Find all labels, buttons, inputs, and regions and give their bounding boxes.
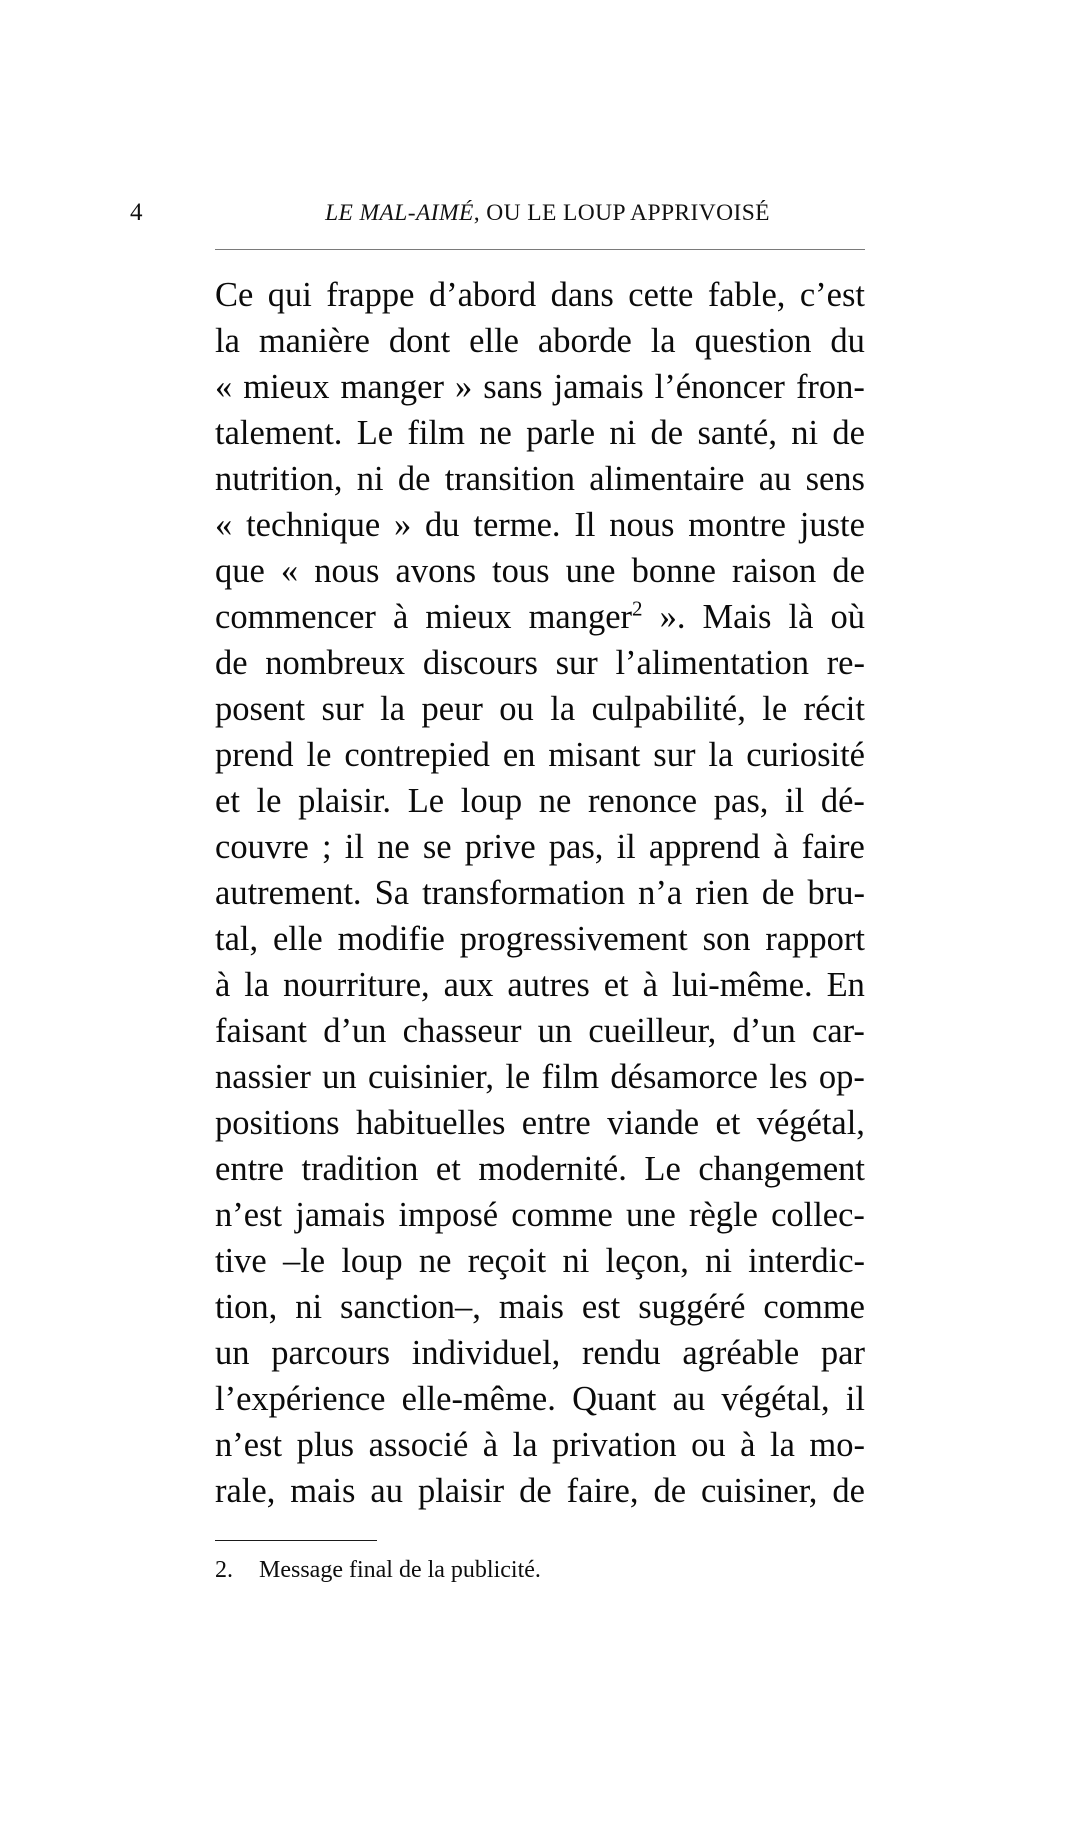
body-word: ni [609,414,637,452]
body-word: le [256,782,282,820]
body-word: un [215,1334,250,1372]
body-word: la [650,322,676,360]
body-word: nous [609,506,675,544]
body-word: loup [341,1242,403,1280]
body-word: l’alimentation [615,644,809,682]
body-word: modernité. [478,1150,627,1188]
body-word: récit [803,690,865,728]
body-line [215,1100,865,1146]
body-word: cuisiner, [700,1472,818,1510]
body-word: qui [267,276,312,314]
body-word: sur [555,644,598,682]
body-word: nassier [215,1058,311,1096]
body-word: progressivement [459,920,688,958]
body-line [215,364,865,410]
body-word: ne [479,414,512,452]
footnote-marker: 2 [632,596,643,621]
body-word: il [616,828,636,866]
body-word: que [215,552,265,590]
body-word: transition [444,460,576,498]
body-word: où [830,598,865,636]
header-rule [215,249,865,250]
body-word: Le [356,414,394,452]
body-word: alimentaire [589,460,745,498]
body-word: son [702,920,751,958]
body-word: elle [272,920,323,958]
body-word: –le [282,1242,326,1280]
running-head-title-italic: LE MAL-AIMÉ [325,200,474,226]
body-word: curiosité [746,736,865,774]
body-word: En [826,966,865,1004]
body-word: lui-même. [671,966,813,1004]
body-line [215,1330,865,1376]
body-word: un [537,1012,573,1050]
body-word: Sa [374,874,410,912]
body-word: faire [801,828,865,866]
body-word: aux [443,966,494,1004]
body-word: il [785,782,805,820]
body-word: nourriture, [283,966,430,1004]
body-word: elle [469,322,519,360]
body-word: comme [763,1288,865,1326]
body-word: dé- [820,782,865,820]
body-line [215,1422,865,1468]
body-word: la [244,966,270,1004]
body-word: » [454,368,473,406]
body-word: d’abord [428,276,537,314]
body-word: jamais [295,1196,386,1234]
body-line [215,1468,865,1514]
body-word: » [393,506,412,544]
body-word: ne [538,782,572,820]
body-word: manger$^2$ [528,596,643,636]
body-word: il [845,1380,865,1418]
body-word: apprend [648,828,761,866]
running-head-title-roman: , OU LE LOUP APPRIVOISÉ [473,200,770,226]
body-word: tradition [301,1150,419,1188]
body-word: au [758,460,792,498]
body-word: plus [296,1426,355,1464]
body-word: là [788,598,814,636]
body-word: ni [791,414,819,452]
body-line [215,732,865,778]
body-word: bru- [807,874,865,912]
body-word: pas, [713,782,769,820]
body-word: le [762,690,788,728]
body-word: loup [460,782,523,820]
body-word: culpabilité, [591,690,746,728]
body-word: rale, [215,1472,276,1510]
body-word: cueilleur, [588,1012,717,1050]
body-word: rapport [765,920,865,958]
body-word: parle [526,414,596,452]
body-word: un [322,1058,357,1096]
body-word: avons [395,552,476,590]
body-word: d’un [732,1012,796,1050]
body-word: nutrition, [215,460,343,498]
body-line [215,318,865,364]
body-word: plaisir [417,1472,505,1510]
body-word: il [344,828,364,866]
body-line [215,1376,865,1422]
footnote-number: 2. [215,1557,233,1583]
body-word: au [370,1472,403,1510]
body-word: une [625,1196,676,1234]
body-word: ni [705,1242,732,1280]
body-word: ne [418,1242,452,1280]
body-line [215,870,865,916]
body-word: désamorce [610,1058,758,1096]
body-word: modifie [337,920,445,958]
body-word: cuisinier, [367,1058,495,1096]
body-line [215,1146,865,1192]
body-word: cette [628,276,694,314]
body-word: les [769,1058,808,1096]
body-word: ; [322,828,332,866]
body-word: à [642,966,658,1004]
body-word: se [422,828,452,866]
body-line [215,272,865,318]
body-word: sens [805,460,865,498]
body-word: positions [215,1104,340,1142]
body-word: chasseur [402,1012,522,1050]
body-word: nombreux [265,644,406,682]
body-word: et [435,1150,461,1188]
body-line [215,1054,865,1100]
body-word: question [694,322,812,360]
body-word: « [280,552,299,590]
body-word: de [832,552,865,590]
body-text-block [215,272,865,1514]
body-word: la [512,1426,538,1464]
body-word: film [407,414,465,452]
body-line [215,824,865,870]
footnote [215,1552,865,1588]
body-word: elle-même. [401,1380,556,1418]
body-word: mieux [243,368,330,406]
body-word: Le [644,1150,681,1188]
body-word: collec- [771,1196,865,1234]
body-word: autrement. [215,874,362,912]
body-word: frappe [326,276,415,314]
body-word: tion, [215,1288,278,1326]
body-word: faisant [215,1012,307,1050]
body-word: film [541,1058,600,1096]
body-word: de [519,1472,552,1510]
body-word: habituelles [355,1104,506,1142]
body-word: ni [562,1242,590,1280]
body-line [215,1238,865,1284]
body-line [215,456,865,502]
body-word: en [502,736,536,774]
body-word: végétal, [756,1104,865,1142]
body-word: la [708,736,734,774]
body-word: « [215,506,233,544]
body-word: au [672,1380,706,1418]
body-word: plaisir. [298,782,392,820]
body-word: de [761,874,795,912]
body-word: la [215,322,240,360]
body-line [215,594,865,640]
body-word: leçon, [605,1242,689,1280]
body-word: et [715,1104,741,1142]
body-word: transformation [422,874,626,912]
body-word: manière [258,322,370,360]
body-word: l’énoncer [654,368,785,406]
body-word: op- [818,1058,865,1096]
body-word: de [215,644,248,682]
body-word: Mais [702,598,772,636]
body-word: Il [574,506,596,544]
body-word: est [581,1288,621,1326]
running-head-title [215,196,880,230]
body-word: ni [295,1288,323,1326]
body-word: terme. [473,506,561,544]
body-word: Quant [572,1380,657,1418]
running-head [130,196,880,230]
body-word: à [740,1426,756,1464]
body-word: n’est [215,1426,283,1464]
body-word: suggéré [638,1288,746,1326]
body-word: à [482,1426,499,1464]
body-line [215,502,865,548]
body-word: dont [388,322,451,360]
footnote-rule [215,1540,377,1541]
body-word: par [820,1334,865,1372]
body-word: comme [511,1196,613,1234]
body-word: mieux [425,598,512,636]
body-word: de [650,414,684,452]
body-word: prend [215,736,294,774]
body-word: rendu [582,1334,661,1372]
body-word: changement [698,1150,865,1188]
body-word: c’est [799,276,865,314]
body-word: le [505,1058,531,1096]
body-word: privation [552,1426,677,1464]
body-word: peur [421,690,483,728]
body-word: tal, [215,920,259,958]
body-word: dans [550,276,614,314]
body-word: jamais [553,368,644,406]
body-word: d’un [323,1012,387,1050]
body-word: renonce [587,782,698,820]
body-word: faire, [566,1472,639,1510]
body-word: tive [215,1242,267,1280]
body-word: reçoit [467,1242,547,1280]
body-word: bonne [631,552,716,590]
body-word: la [380,690,406,728]
body-word: sans [483,368,543,406]
body-word: sur [653,736,696,774]
body-word: mo- [809,1426,865,1464]
body-word: technique [246,506,381,544]
body-line [215,548,865,594]
body-word: à [215,966,231,1004]
body-word: « [215,368,233,406]
body-word: rien [695,874,749,912]
body-word: commencer [215,598,376,636]
body-word: sanction–, [340,1288,481,1326]
body-word: entre [521,1104,591,1142]
body-word: nous [314,552,380,590]
body-word: misant [548,736,641,774]
body-line [215,962,865,1008]
body-word: parcours [271,1334,391,1372]
body-word: pas, [548,828,604,866]
body-line [215,686,865,732]
body-word: la [769,1426,795,1464]
body-word: raison [731,552,817,590]
body-word: une [565,552,616,590]
body-word: de [653,1472,687,1510]
body-word: posent [215,690,306,728]
body-word: à [773,828,789,866]
body-word: n’est [215,1196,283,1234]
body-word: viande [607,1104,700,1142]
body-word: prive [464,828,536,866]
body-word: manger [340,368,444,406]
body-word: associé [368,1426,469,1464]
body-word: mais [498,1288,564,1326]
body-line [215,1284,865,1330]
body-word: discours [422,644,538,682]
body-line [215,640,865,686]
body-word: sur [321,690,364,728]
body-word: de [832,1472,865,1510]
body-word: du [830,322,865,360]
body-word: du [425,506,460,544]
body-word: ou [691,1426,726,1464]
body-word: fron- [795,368,865,406]
body-word: montre [688,506,786,544]
body-word: l’expérience [215,1380,386,1418]
body-word: règle [688,1196,758,1234]
body-word: fable, [707,276,786,314]
body-word: à [392,598,409,636]
body-word: Ce [215,276,254,314]
body-word: santé, [697,414,777,452]
body-word: ou [499,690,534,728]
footnote-text: Message final de la publicité. [259,1557,541,1583]
body-word: entre [215,1150,284,1188]
body-word: juste [799,506,865,544]
body-word: imposé [398,1196,499,1234]
body-word: individuel, [411,1334,561,1372]
body-line [215,410,865,456]
body-word: aborde [537,322,632,360]
body-word: végétal, [721,1380,830,1418]
body-line [215,778,865,824]
body-word: tous [492,552,550,590]
body-word: interdic- [748,1242,865,1280]
body-line [215,916,865,962]
body-word: mais [290,1472,356,1510]
body-word: talement. [215,414,343,452]
body-word: et [603,966,629,1004]
body-word: autres [507,966,590,1004]
body-word: re- [826,644,865,682]
body-word: n’a [638,874,683,912]
body-word: et [215,782,240,820]
body-word: contrepied [344,736,490,774]
body-word: agréable [682,1334,800,1372]
body-word: de [397,460,431,498]
body-word: ni [356,460,384,498]
body-word: le [306,736,332,774]
body-word: la [550,690,576,728]
body-line [215,1192,865,1238]
body-word: ne [377,828,410,866]
body-word: Le [407,782,445,820]
body-line [215,1008,865,1054]
body-word: de [832,414,865,452]
body-word: ». [659,598,686,636]
page-number: 4 [130,199,143,226]
body-word: couvre [215,828,309,866]
body-word: car- [812,1012,865,1050]
